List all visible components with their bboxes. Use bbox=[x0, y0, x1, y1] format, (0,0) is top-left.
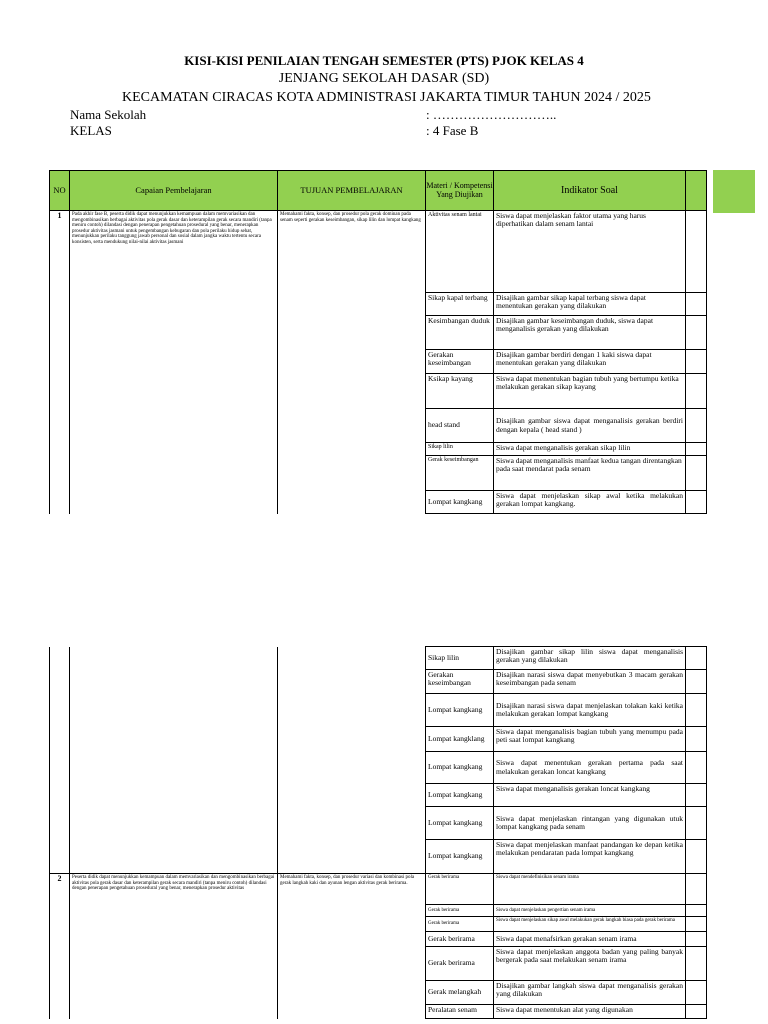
extra-cell bbox=[686, 443, 707, 456]
materi-cell: Gerak berirama bbox=[426, 932, 494, 947]
tujuan-text: Memahami fakta, konsep, dan prosedur variasi dan kombinasi pola gerak langkah kaki dan ayunan lengan aktivitas gerak berirama. bbox=[278, 874, 426, 1019]
indikator-cell: Siswa dapat menjelaskan faktor utama yang harus diperhatikan dalam senam lantai bbox=[494, 211, 686, 293]
indikator-cell: Siswa dapat menganalisis bagian tubuh yang menumpu pada peti saat lompat kangkang bbox=[494, 727, 686, 752]
indikator-cell: Siswa dapat menentukan bagian tubuh yang bertumpu ketika melakukan gerakan sikap kayang bbox=[494, 374, 686, 409]
extra-cell bbox=[686, 647, 707, 670]
col-header-tujuan: TUJUAN PEMBELAJARAN bbox=[278, 171, 426, 211]
extra-cell bbox=[686, 947, 707, 981]
indikator-cell: Disajikan gambar langkah siswa dapat menganalisis gerakan yang dilakukan bbox=[494, 981, 686, 1005]
materi-cell: Gerak berirama bbox=[426, 917, 494, 932]
materi-cell: Gerak berirama bbox=[426, 905, 494, 917]
indikator-cell: Siswa dapat menjelaskan rintangan yang digunakan utuk lompat kangkang pada senam bbox=[494, 807, 686, 840]
col-header-no: NO bbox=[50, 171, 70, 211]
indikator-cell: Siswa dapat menjelaskan pengertian senam irama bbox=[494, 905, 686, 917]
materi-cell: Gerak melangkah bbox=[426, 981, 494, 1005]
indikator-cell: Siswa dapat menganalisis manfaat kedua tangan direntangkan pada saat mendarat pada senam bbox=[494, 456, 686, 491]
row-number: 1 bbox=[50, 211, 70, 514]
extra-cell bbox=[686, 752, 707, 784]
indikator-cell: Siswa dapat menentukan gerakan pertama pada saat melakukan gerakan loncat kangkang bbox=[494, 752, 686, 784]
materi-cell: Kesimbangan duduk bbox=[426, 316, 494, 350]
col-header-capaian: Capaian Pembelajaran bbox=[70, 171, 278, 211]
extra-cell bbox=[686, 374, 707, 409]
indikator-cell: Siswa dapat menganalisis gerakan sikap lilin bbox=[494, 443, 686, 456]
continued-tujuan-cell bbox=[278, 647, 426, 874]
materi-cell: Lompat kangkang bbox=[426, 752, 494, 784]
extra-cell bbox=[686, 840, 707, 874]
indikator-cell: Siswa dapat menganalisis gerakan loncat kangkang bbox=[494, 784, 686, 807]
school-name-label: Nama Sekolah bbox=[70, 107, 147, 122]
materi-cell: Lompat kangkang bbox=[426, 784, 494, 807]
indikator-cell: Siswa dapat menafsirkan gerakan senam irama bbox=[494, 932, 686, 947]
materi-cell: Sikap lilin bbox=[426, 647, 494, 670]
materi-cell: Aktivitas senam lantai bbox=[426, 211, 494, 293]
extra-cell bbox=[686, 316, 707, 350]
header-extension bbox=[713, 170, 755, 213]
materi-cell: Sikap lilin bbox=[426, 443, 494, 456]
kisi-kisi-table-page2 bbox=[49, 646, 707, 1019]
tujuan-text: Memahami fakta, konsep, dan prosedur pola gerak dominan pada senam seperti gerakan keseimbangan, sikap lilin dan lompat kangkang bbox=[278, 211, 426, 514]
indikator-cell: Disajikan gambar sikap kapal terbang siswa dapat menentukan gerakan yang dilakukan bbox=[494, 293, 686, 316]
col-header-indikator: Indikator Soal bbox=[494, 171, 686, 211]
materi-cell: Gerakan keseimbangan bbox=[426, 350, 494, 374]
materi-cell: Sikap kapal terbang bbox=[426, 293, 494, 316]
document-subtitle-level: JENJANG SEKOLAH DASAR (SD) bbox=[278, 71, 490, 86]
indikator-cell: Siswa dapat mendefinisikan senam irama bbox=[494, 874, 686, 905]
materi-cell: Lompat kangklang bbox=[426, 727, 494, 752]
materi-cell: Ksikap kayang bbox=[426, 374, 494, 409]
school-name-value: : ……………………….. bbox=[426, 107, 557, 122]
indikator-cell: Disajikan gambar berdiri dengan 1 kaki siswa dapat menentukan gerakan yang dilakukan bbox=[494, 350, 686, 374]
materi-cell: Gerak berirama bbox=[426, 947, 494, 981]
class-label: KELAS bbox=[70, 123, 112, 138]
continued-no-cell bbox=[50, 647, 70, 874]
indikator-cell: Siswa dapat menjelaskan manfaat pandangan ke depan ketika melakukan pendaratan pada lompat kangkang bbox=[494, 840, 686, 874]
materi-cell: Gerak keseimbangan bbox=[426, 456, 494, 491]
extra-cell bbox=[686, 409, 707, 443]
materi-cell: head stand bbox=[426, 409, 494, 443]
materi-cell: Lompat kangkang bbox=[426, 840, 494, 874]
indikator-cell: Disajikan gambar sikap lilin siswa dapat menganalisis gerakan yang dilakukan bbox=[494, 647, 686, 670]
materi-cell: Lompat kangkang bbox=[426, 807, 494, 840]
extra-cell bbox=[686, 874, 707, 905]
extra-cell bbox=[686, 727, 707, 752]
col-header-materi: Materi / Kompetensi Yang Diujikan bbox=[426, 171, 494, 211]
extra-cell bbox=[686, 211, 707, 293]
indikator-cell: Siswa dapat menjelaskan sikap awal melakukan gerak langkah biasa pada gerak berirama bbox=[494, 917, 686, 932]
extra-cell bbox=[686, 905, 707, 917]
col-header-extra bbox=[686, 171, 707, 211]
indikator-cell: Siswa dapat menjelaskan anggota badan yang paling banyak bergerak pada saat melakukan senam irama bbox=[494, 947, 686, 981]
extra-cell bbox=[686, 932, 707, 947]
extra-cell bbox=[686, 350, 707, 374]
extra-cell bbox=[686, 784, 707, 807]
indikator-cell: Siswa dapat menentukan alat yang digunakan bbox=[494, 1005, 686, 1019]
indikator-cell: Disajikan gambar keseimbangan duduk, siswa dapat menganalisis gerakan yang dilakukan bbox=[494, 316, 686, 350]
indikator-cell: Disajikan narasi siswa dapat menjelaskan tolakan kaki ketika melakukan gerakan lompat kangkang bbox=[494, 694, 686, 727]
row-number: 2 bbox=[50, 874, 70, 1019]
capaian-text: Peserta didik dapat menunjukkan kemampuan dalam memvariasikan dan mengombinasikan berbagai aktivitas pola gerak dasar dan keterampilan gerak secara mandiri (tanpa meniru contoh) dilandasi dengan penerapan pengetahuan prosedural yang benar, menerapkan prosedur aktivitas bbox=[70, 874, 278, 1019]
capaian-text: Pada akhir fase B, peserta didik dapat menunjukkan kemampuan dalam memvariasikan dan mengombinasikan berbagai aktivitas pola gerak dasar dan keterampilan gerak secara mandiri (tanpa meniru contoh) dilandasi dengan penerapan pengetahuan prosedural yang benar, menerapkan prosedur aktivitas jasmani untuk pengembangan kebugaran dan pola perilaku hidup sehat, menunjukkan perilaku tanggung jawab personal dan sosial dalam jangka waktu tertentu secara konsisten, serta mendukung nilai-nilai aktivitas jasmani bbox=[70, 211, 278, 514]
kisi-kisi-table-page1 bbox=[49, 170, 707, 514]
materi-cell: Gerak berirama bbox=[426, 874, 494, 905]
extra-cell bbox=[686, 456, 707, 491]
indikator-cell: Disajikan gambar siswa dapat menganalisis gerakan berdiri dengan kepala ( head stand ) bbox=[494, 409, 686, 443]
extra-cell bbox=[686, 293, 707, 316]
extra-cell bbox=[686, 807, 707, 840]
extra-cell bbox=[686, 1005, 707, 1019]
extra-cell bbox=[686, 917, 707, 932]
materi-cell: Lompat kangkang bbox=[426, 491, 494, 514]
extra-cell bbox=[686, 670, 707, 694]
materi-cell: Gerakan keseimbangan bbox=[426, 670, 494, 694]
indikator-cell: Siswa dapat menjelaskan sikap awal ketika melakukan gerakan lompat kangkang. bbox=[494, 491, 686, 514]
indikator-cell: Disajikan narasi siswa dapat menyebutkan 3 macam gerakan keseimbangan pada senam bbox=[494, 670, 686, 694]
class-value: : 4 Fase B bbox=[426, 123, 479, 138]
continued-capaian-cell bbox=[70, 647, 278, 874]
extra-cell bbox=[686, 694, 707, 727]
document-subtitle-region: KECAMATAN CIRACAS KOTA ADMINISTRASI JAKARTA TIMUR TAHUN 2024 / 2025 bbox=[122, 90, 651, 105]
materi-cell: Lompat kangkang bbox=[426, 694, 494, 727]
extra-cell bbox=[686, 491, 707, 514]
materi-cell: Peralatan senam bbox=[426, 1005, 494, 1019]
document-title: KISI-KISI PENILAIAN TENGAH SEMESTER (PTS) PJOK KELAS 4 bbox=[184, 53, 584, 68]
extra-cell bbox=[686, 981, 707, 1005]
